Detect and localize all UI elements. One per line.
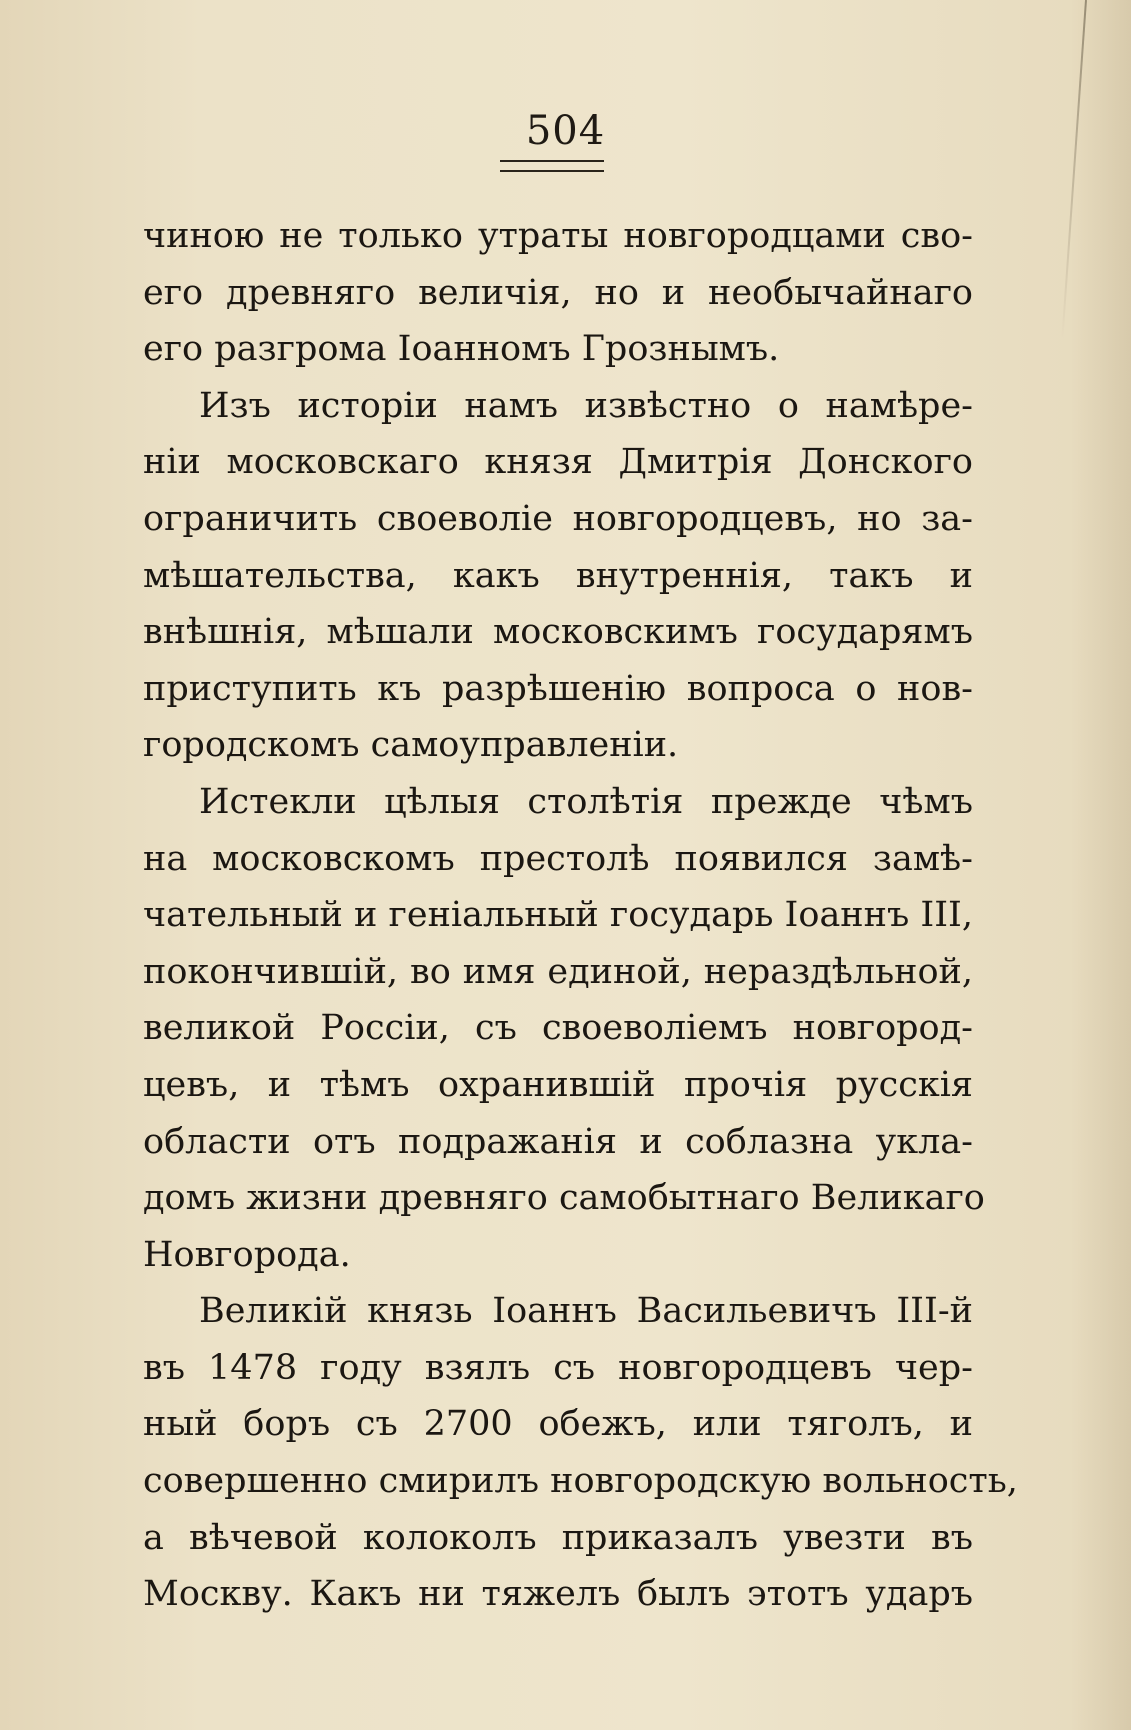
- text-line: Великій князь Іоаннъ Васильевичъ III-й: [199, 1291, 973, 1332]
- text-line: цевъ, и тѣмъ охранившій прочія русскія: [143, 1064, 973, 1105]
- text-line: чиною не только утраты новгородцами сво-: [143, 216, 973, 256]
- text-line: мѣшательства, какъ внутреннія, такъ и: [143, 555, 973, 596]
- text-line: его древняго величія, но и необычайнаго: [143, 272, 973, 313]
- text-line: домъ жизни древняго самобытнаго Великаго: [143, 1178, 985, 1219]
- text-line: совершенно смирилъ новгородскую вольность,: [143, 1461, 1018, 1502]
- text-line: въ 1478 году взялъ съ новгородцевъ чер-: [143, 1347, 973, 1388]
- text-line: Новгорода.: [143, 1234, 351, 1275]
- page-header: [0, 108, 1131, 154]
- text-line: а вѣчевой колоколъ приказалъ увезти въ: [143, 1517, 973, 1558]
- text-line: его разгрома Іоанномъ Грознымъ.: [143, 329, 780, 370]
- text-line: ный боръ съ 2700 обежъ, или тяголъ, и: [143, 1404, 973, 1445]
- body-text: [143, 208, 1018, 1623]
- page-number: 504: [525, 108, 606, 154]
- text-line: приступить къ разрѣшенію вопроса о нов-: [143, 668, 973, 709]
- text-line: великой Россіи, съ своеволіемъ новгород-: [143, 1008, 973, 1049]
- text-line: внѣшнія, мѣшали московскимъ государямъ: [143, 612, 973, 653]
- header-double-rule: [500, 160, 604, 172]
- text-line: Изъ исторіи намъ извѣстно о намѣре-: [199, 385, 973, 426]
- text-line: чательный и геніальный государь Іоаннъ III,: [143, 895, 973, 936]
- text-line: на московскомъ престолѣ появился замѣ-: [143, 838, 973, 879]
- text-line: покончившій, во имя единой, нераздѣльной,: [143, 951, 973, 992]
- text-line: городскомъ самоуправленіи.: [143, 725, 679, 766]
- text-line: Истекли цѣлыя столѣтія прежде чѣмъ: [199, 781, 973, 822]
- text-line: области отъ подражанія и соблазна укла-: [143, 1121, 973, 1162]
- text-line: Москву. Какъ ни тяжелъ былъ этотъ ударъ: [143, 1574, 973, 1615]
- page-edge-shadow: [1061, 0, 1087, 339]
- text-line: ограничить своеволіе новгородцевъ, но за-: [143, 498, 973, 539]
- text-line: ніи московскаго князя Дмитрія Донского: [143, 442, 973, 483]
